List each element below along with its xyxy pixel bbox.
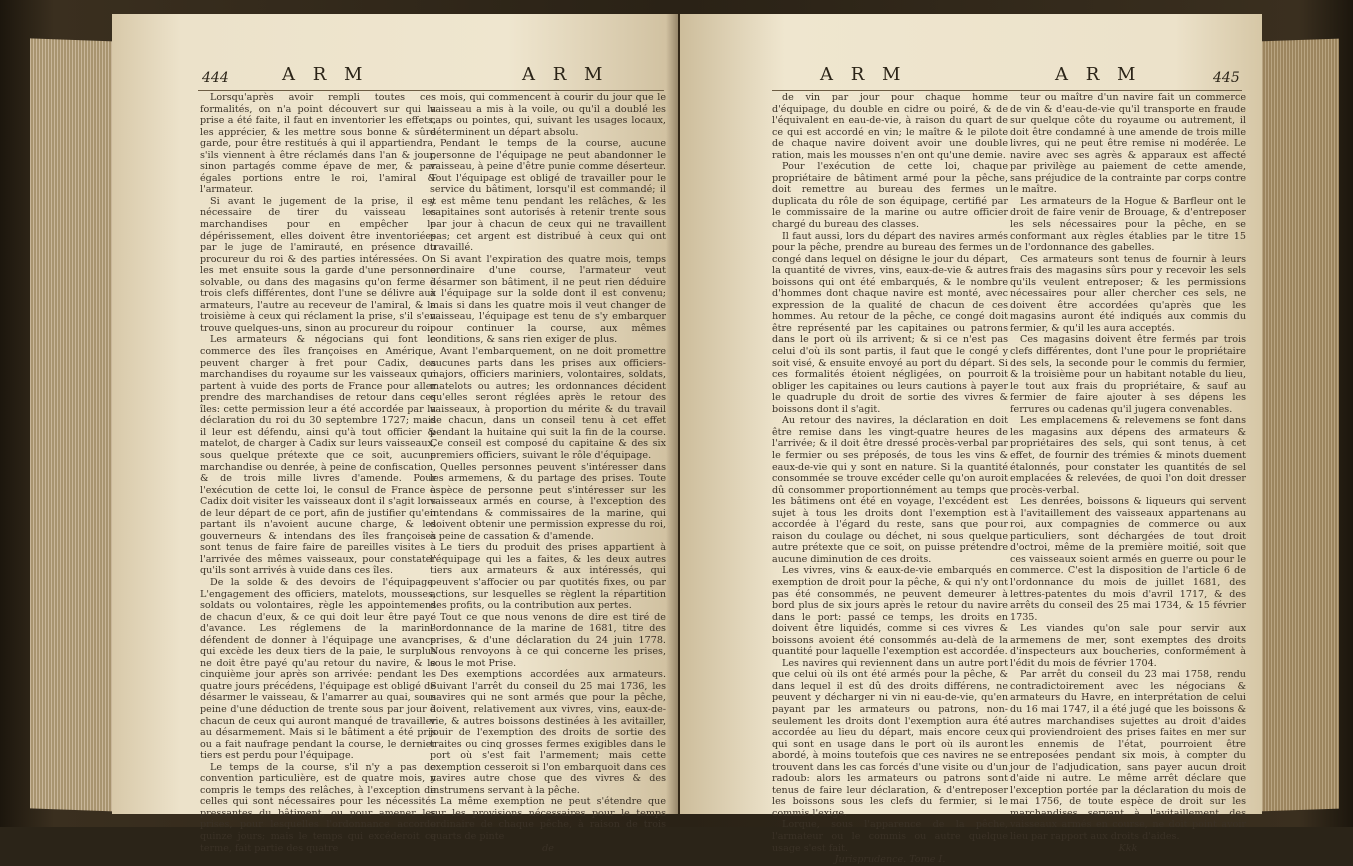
- paragraph: Les navires qui reviennent dans un autre port que celui où ils ont été armés pour la pêche, & dans lequel il est dû des droits différens, ne peuvent y décharger ni vin ni eau-de-vie, qu'en payant par les armateurs ou patrons, non-seulement les droits dont l'exemption aura été accordée au lieu du départ, mais encore ceux qui sont en usage dans le port où ils auront abordé, à moins toutefois que ces navires ne se trouvent dans les cas forcés d'une visite ou d'un radoub: alors les armateurs ou patrons sont tenus de faire leur déclaration, & d'entreposer les boissons sous les clefs du fermier, si le commis l'exige.: [772, 657, 1008, 819]
- paragraph: Ces magasins doivent être fermés par trois clefs différentes, dont l'une pour le propriétaire des sels, la seconde pour le commis du fermier, & la troisième pour un habitant notable du lieu, le tout aux frais du propriétaire, & sauf au fermier de faire ajouter à ses dépens les ferrures ou cadenas qu'il jugera convenables.: [1010, 334, 1246, 415]
- paragraph: Les armateurs de la Hogue & Barfleur ont le droit de faire venir de Brouage, & d'entreposer les sels nécessaires pour la pêche, en se conformant aux règles établies par le titre 15 de l'ordonnance des gabelles.: [1010, 195, 1246, 254]
- paragraph: Au retour des navires, la déclaration en doit être remise dans les vingt-quatre heures de l'arrivée; & il doit être dressé procès-verbal par le fermier ou ses préposés, de tous les vins & eaux-de-vie qui y sont en nature. Si la quantité consommée se trouve excéder celle qu'on auroit dû consommer proportionnément au temps que les bâtimens ont été en voyage, l'excédent est sujet à tous les droits dont l'exemption est accordée à l'égard du reste, sans que pour raison du coulage ou déchet, ni sous quelque autre prétexte que ce soit, on puisse prétendre aucune diminution de ces droits.: [772, 415, 1008, 565]
- paragraph: Tout ce que nous venons de dire est tiré de l'ordonnance de la marine de 1681, titre des prises, & d'une déclaration du 24 juin 1778. Nous renvoyons à ce qui concerne les prises, sous le mot Prise.: [430, 611, 666, 669]
- page-edges-left: [30, 38, 120, 811]
- left-page: [112, 14, 678, 854]
- text-column-1: [772, 92, 1008, 866]
- paragraph: Les viandes qu'on sale pour servir aux armemens de mer, sont exemptes des droits d'inspecteurs aux boucheries, conformément à l'édit du mois de février 1704.: [1010, 623, 1246, 669]
- right-page: [680, 14, 1262, 866]
- text-column-2: [1010, 92, 1246, 854]
- paragraph: Les vivres, vins & eaux-de-vie embarqués en exemption de droit pour la pêche, & qui n'y ont pas été consommés, ne peuvent demeurer à bord plus de six jours après le retour du navire dans le port: passé ce temps, les droits en doivent être liquidés, comme si ces vivres & boissons avoient été consommés au-delà de la quantité pour laquelle l'exemption est accordée.: [772, 565, 1008, 658]
- paragraph: Si avant le jugement de la prise, il est nécessaire de tirer du vaisseau les marchandises pour en empêcher le dépérissement, elles doivent être inventoriées par le juge de l'amirauté, en présence du procureur du roi & des parties intéressées. On les met ensuite sous la garde d'une personne solvable, ou dans des magasins qu'on ferme à trois clefs différentes, dont l'une se délivre aux armateurs, l'autre au receveur de l'amiral, & la troisième à ceux qui réclament la prise, s'il s'en trouve quelques-uns, sinon au procureur du roi.: [200, 195, 436, 334]
- paragraph: de: [542, 842, 554, 854]
- text-column-2: [430, 92, 666, 854]
- running-header: A R M: [282, 64, 369, 85]
- header-rule: [772, 90, 1242, 91]
- paragraph: de vin par jour pour chaque homme d'équipage, du double en cidre ou poiré, & de l'équivalent en eau-de-vie, à raison du quart de ce qui est accordé en vin; le maître & le pilote de chaque navire doivent avoir une double ration, mais les mousses n'en ont qu'une demie.: [772, 92, 1008, 161]
- paragraph: Les armateurs & négocians qui font le commerce des îles françoises en Amérique, peuvent charger à fret pour Cadix, des marchandises du royaume sur les vaisseaux qui partent à vuide des ports de France pour aller prendre des marchandises de retour dans ces îles: cette permission leur a été accordée par la déclaration du roi du 30 septembre 1727; mais il leur est défendu, ainsi qu'à tout officier & matelot, de charger à Cadix sur leurs vaisseaux, sous quelque prétexte que ce soit, aucune marchandise ou denrée, à peine de confiscation, & de trois mille livres d'amende. Pour l'exécution de cette loi, le consul de France à Cadix doit visiter les vaisseaux dont il s'agit lors de leur départ de ce port, afin de justifier qu'en partant ils n'avoient aucune charge, & les gouverneurs & intendans des îles françoises sont tenus de faire faire de pareilles visites à l'arrivée des mêmes vaisseaux, pour constater qu'ils sont arrivés à vuide dans ces îles.: [200, 334, 436, 577]
- paragraph: Pendant le temps de la course, aucune personne de l'équipage ne peut abandonner le vaisseau, à peine d'être punie comme déserteur. Tout l'équipage est obligé de travailler pour le service du bâtiment, lorsqu'il est commandé; il y est même tenu pendant les relâches, & les capitaines sont autorisés à retenir trente sous par jour à chacun de ceux qui ne travaillent pas; cet argent est distribué à ceux qui ont travaillé.: [430, 138, 666, 254]
- paragraph: Les emplacemens & relevemens se font dans les magasins aux dépens des armateurs & propriétaires des sels, qui sont tenus, à cet effet, de fournir des trémies & minots duement étalonnés, pour constater les quantités de sel emplacées & relevées, de quoi l'on doit dresser procès-verbal.: [1010, 415, 1246, 496]
- paragraph: La même exemption ne peut s'étendre que sur les provisions nécessaires pour le temps ordinaire de chaque pêche, à raison de trois quarts de pinte: [430, 796, 666, 842]
- running-header: A R M: [1055, 64, 1142, 85]
- text-column-1: [200, 92, 436, 854]
- paragraph: Jurisprudence. Tome I.: [834, 854, 946, 866]
- paragraph: Pour l'exécution de cette loi, chaque propriétaire de bâtiment armé pour la pêche, doit remettre au bureau des fermes un duplicata du rôle de son équipage, certifié par le commissaire de la marine ou autre officier chargé du bureau des classes.: [772, 161, 1008, 231]
- paragraph: Si avant l'expiration des quatre mois, temps ordinaire d'une course, l'armateur veut désarmer son bâtiment, il ne peut rien déduire à l'équipage sur la solde dont il est convenu; mais si dans les quatre mois il veut changer de vaisseau, l'équipage est tenu de s'y embarquer pour continuer la course, aux mêmes conditions, & sans rien exiger de plus.: [430, 253, 666, 346]
- running-header: A R M: [522, 64, 609, 85]
- paragraph: Quelles personnes peuvent s'intéresser dans les armemens, & du partage des prises. Toute espèce de personne peut s'intéresser sur les vaisseaux armés en course, à l'exception des intendans & commissaires de la marine, qui doivent obtenir une permission expresse du roi, à peine de cassation & d'amende.: [430, 461, 666, 542]
- header-rule: [198, 90, 664, 91]
- running-header: A R M: [820, 64, 907, 85]
- paragraph: Des exemptions accordées aux armateurs. Suivant l'arrêt du conseil du 25 mai 1736, les navires qui ne sont armés que pour la pêche, doivent, relativement aux vivres, vins, eaux-de-vie, & autres boissons destinées à les avitailler, jouir de l'exemption des droits de sortie des traites ou cinq grosses fermes exigibles dans le port où s'est fait l'armement; mais cette exemption cesseroit si l'on embarquoit dans ces navires autre chose que des vivres & des instrumens servant à la pêche.: [430, 669, 666, 796]
- paragraph: mois, qui commencent à courir du jour que le vaisseau a mis à la voile, ou qu'il a doublé les caps ou pointes, qui, suivant les usages locaux, déterminent un départ absolu.: [430, 92, 666, 138]
- paragraph: De la solde & des devoirs de l'équipage. L'engagement des officiers, matelots, mousses, soldats ou volontaires, règle les appointemens de chacun d'eux, & ce qui doit leur être payé d'avance. Les réglemens de la marine défendent de donner à l'équipage une avance qui excède les deux tiers de la paie, le surplus ne doit être payé qu'au retour du navire, & le cinquième jour après son arrivée: pendant les quatre jours précédens, l'équipage est obligé de désarmer le vaisseau, & l'amarrer au quai, sous peine d'une déduction de trente sous par jour à chacun de ceux qui auront manqué de travailler au désarmement. Mais si le bâtiment a été pris ou a fait naufrage pendant la course, le dernier tiers est perdu pour l'équipage.: [200, 576, 436, 762]
- paragraph: teur ou maître d'un navire fait un commerce de vin & d'eau-de-vie qu'il transporte en fraude sur quelque côte du royaume ou autrement, il doit être condamné à une amende de trois mille livres, qui ne peut être remise ni modérée. Le navire avec ses agrès & apparaux est affecté par privilège au paiement de cette amende, sans préjudice de la contrainte par corps contre le maître.: [1010, 92, 1246, 196]
- paragraph: Par arrêt du conseil du 23 mai 1758, rendu contradictoirement avec les négocians & armateurs du Havre, en interprétation de celui du 16 mai 1747, il a été jugé que les boissons & autres marchandises sujettes au droit d'aides qui proviendroient des prises faites en mer sur les ennemis de l'état, pourroient être entreposées pendant six mois, à compter du jour de l'adjudication, sans payer aucun droit d'aide ni autre. Le même arrêt déclare que l'exception portée par la déclaration du mois de mai 1756, de toute espèce de droit sur les marchandises servant à l'avitaillement des vaisseaux armés en course, ne doit point avoir lieu par rapport aux droits d'aides.: [1010, 669, 1246, 842]
- paragraph: Le tiers du produit des prises appartient à l'équipage qui les a faites, & les deux autres tiers aux armateurs & aux intéressés, qui peuvent s'affocier ou par quotités fixes, ou par actions, sur lesquelles se règlent la répartition des profits, ou la contribution aux pertes.: [430, 542, 666, 612]
- page-number: 444: [202, 70, 229, 86]
- paragraph: Les denrées, boissons & liqueurs qui servent à l'avitaillement des vaisseaux appartenans au roi, aux compagnies de commerce ou aux particuliers, sont déchargées de tout droit d'octroi, même de la première moitié, soit que ces vaisseaux soient armés en guerre ou pour le commerce. C'est la disposition de l'article 6 de l'ordonnance du mois de juillet 1681, des lettres-patentes du mois d'avril 1717, & des arrêts du conseil des 25 mai 1734, & 15 février 1735.: [1010, 496, 1246, 623]
- paragraph: Lorque, sous l'apparence de la pêche, l'armateur ou le commis ou autre quelque usage s'est fait.: [772, 819, 1008, 854]
- paragraph: Il faut aussi, lors du départ des navires armés pour la pêche, prendre au bureau des fermes un congé dans lequel on désigne le jour du départ, la quantité de vivres, vins, eaux-de-vie & autres boissons qui ont été embarqués, & le nombre d'hommes dont chaque navire est monté, avec expression de la qualité de chacun de ces hommes. Au retour de la pêche, ce congé doit être représenté par les capitaines ou patrons dans le port où ils arrivent; & si ce n'est pas celui d'où ils sont partis, il faut que le congé y soit visé, & ensuite envoyé au port du départ. Si ces formalités étoient négligées, on pourroit obliger les capitaines ou leurs cautions à payer le quadruple du droit de sortie des vivres & boissons dont il s'agit.: [772, 230, 1008, 415]
- paragraph: Le temps de la course, s'il n'y a pas de convention particulière, est de quatre mois, y compris le temps des relâches, à l'exception de celles qui sont nécessaires pour les nécessités pressantes du bâtiment, ou pour amener les prises, pour lesquelles l'ordonnance accorde quinze jours; mais le temps qui excéderoit ce terme, fait partie des quatre: [200, 761, 436, 854]
- paragraph: Lorsqu'après avoir rempli toutes ces formalités, on n'a point découvert sur qui la prise a été faite, il faut en inventorier les effets, les apprécier, & les mettre sous bonne & sûre garde, pour être restitués à qui il appartiendra, s'ils viennent à être réclamés dans l'an & jour, sinon partagés comme épave de mer, & par égales portions entre le roi, l'amiral & l'armateur.: [200, 92, 436, 196]
- paragraph: Ces armateurs sont tenus de fournir à leurs frais des magasins sûrs pour y recevoir les sels qu'ils veulent entreposer; & les permissions nécessaires pour aller chercher ces sels, ne doivent être accordées qu'après que les magasins auront été indiqués aux commis du fermier, & qu'il les aura acceptés.: [1010, 253, 1246, 334]
- paragraph: Avant l'embarquement, on ne doit promettre aucunes parts dans les prises aux officiers-majors, officiers mariniers, volontaires, soldats, matelots ou autres; les ordonnances décident qu'elles seront réglées après le retour des vaisseaux, à proportion du mérite & du travail de chacun, dans un conseil tenu à cet effet pendant la huitaine qui suit la fin de la course. Ce conseil est composé du capitaine & des six premiers officiers, suivant le rôle d'équipage.: [430, 346, 666, 461]
- paragraph: Kkk: [1118, 842, 1138, 854]
- page-edges-right: [1259, 39, 1339, 812]
- page-number: 445: [1213, 70, 1240, 86]
